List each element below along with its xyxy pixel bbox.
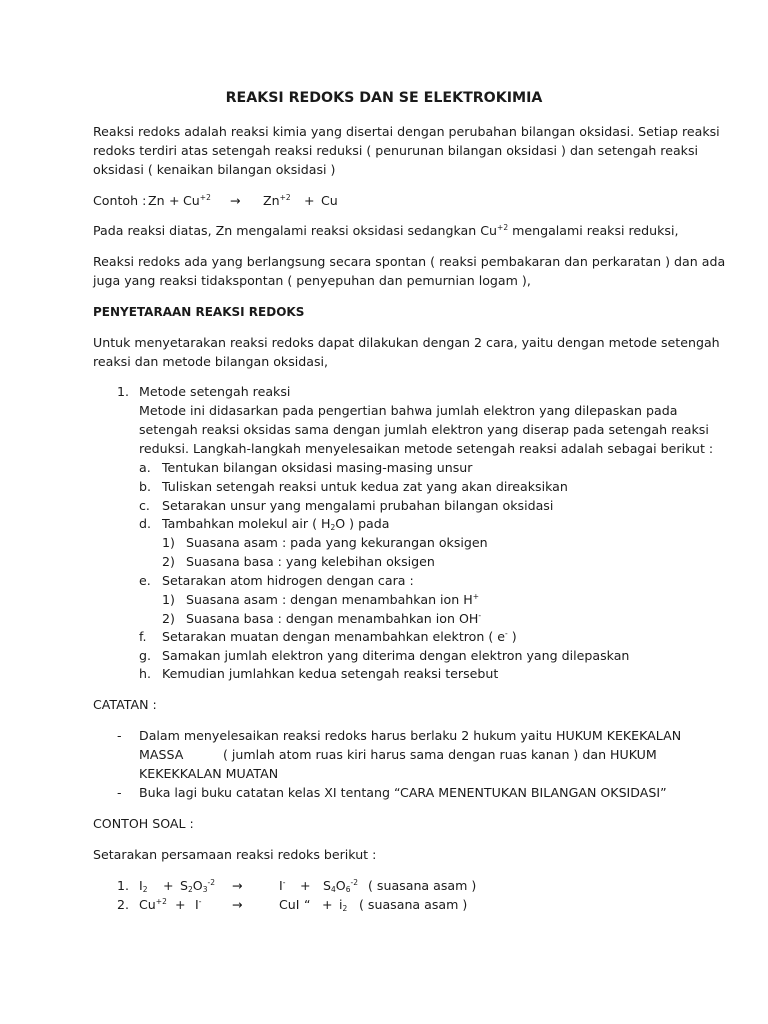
example-zn: Zn — [148, 193, 165, 208]
q2-reactant-i: I- — [195, 897, 202, 912]
method1-title: Metode setengah reaksi — [139, 384, 291, 399]
example-plus-2: + — [304, 193, 315, 208]
catatan-item1-line-3: KEKEKKALAN MUATAN — [139, 766, 279, 781]
q1-plus-1: + — [163, 878, 174, 893]
step-c-marker: c. — [139, 498, 150, 513]
method1-desc-1: Metode ini didasarkan pada pengertian bahwa jumlah elektron yang dilepaskan pada — [139, 403, 678, 418]
q2-plus-1: + — [175, 897, 186, 912]
example-arrow: → — [230, 193, 241, 208]
catatan-item1-line-1: Dalam menyelesaikan reaksi redoks harus berlaku 2 hukum yaitu HUKUM KEKEKALAN — [139, 728, 682, 743]
example-plus-1: + — [169, 193, 180, 208]
contoh-soal-instruction: Setarakan persamaan reaksi redoks berikut : — [93, 847, 377, 862]
step-f-marker: f. — [139, 629, 147, 644]
step-d1-text: Suasana asam : pada yang kekurangan oksigen — [186, 535, 488, 550]
q1-number: 1. — [117, 878, 130, 893]
q2-arrow: → — [232, 897, 243, 912]
method-intro-line-2: reaksi dan metode bilangan oksidasi, — [93, 354, 329, 369]
q1-reactant-s2o3: $S_2O_3^{-2}$ — [180, 878, 215, 894]
q1-reactant-i2: $I_2$ — [139, 878, 148, 894]
catatan-item1-line-2b: ( jumlah atom ruas kiri harus sama dengan ruas kanan ) dan HUKUM — [223, 747, 657, 762]
step-e-marker: e. — [139, 573, 151, 588]
q2-reactant-cu: $Cu^{+2}$ — [139, 897, 167, 912]
catatan-heading: CATATAN : — [93, 697, 157, 712]
example-cu: Cu — [321, 193, 338, 208]
method1-desc-2: setengah reaksi oksidas sama dengan jumlah elektron yang diserap pada setengah reaksi — [139, 422, 709, 437]
step-c-text: Setarakan unsur yang mengalami prubahan bilangan oksidasi — [162, 498, 554, 513]
step-h-marker: h. — [139, 666, 151, 681]
step-b-text: Tuliskan setengah reaksi untuk kedua zat yang akan direaksikan — [162, 479, 568, 494]
step-a-text: Tentukan bilangan oksidasi masing-masing unsur — [162, 460, 473, 475]
step-d2-text: Suasana basa : yang kelebihan oksigen — [186, 554, 435, 569]
step-a-marker: a. — [139, 460, 151, 475]
step-e2-marker: 2) — [162, 611, 175, 626]
catatan-item2: Buka lagi buku catatan kelas XI tentang “CARA MENENTUKAN BILANGAN OKSIDASI” — [139, 785, 667, 800]
step-e1-text: Suasana asam : dengan menambahkan ion H+ — [186, 592, 480, 607]
catatan-item1-line-2a: MASSA — [139, 747, 184, 762]
example-cu-ion: $Cu^{+2}$ — [183, 193, 211, 208]
step-d1-marker: 1) — [162, 535, 175, 550]
q2-quote: “ — [304, 897, 311, 912]
step-d-text: Tambahkan molekul air ( $H_2O$ ) pada — [162, 516, 390, 532]
explain-line: Pada reaksi diatas, Zn mengalami reaksi oksidasi sedangkan $Cu^{+2}$ mengalami reaksi reduksi, — [93, 223, 679, 238]
step-h-text: Kemudian jumlahkan kedua setengah reaksi tersebut — [162, 666, 499, 681]
q1-product-i: I- — [279, 878, 286, 893]
step-b-marker: b. — [139, 479, 151, 494]
example-label: Contoh : — [93, 193, 147, 208]
step-g-text: Samakan jumlah elektron yang diterima dengan elektron yang dilepaskan — [162, 648, 630, 663]
catatan-dash-2: - — [117, 785, 122, 800]
q2-condition: ( suasana asam ) — [359, 897, 468, 912]
section-heading: PENYETARAAN REAKSI REDOKS — [93, 305, 305, 319]
q2-plus-2: + — [322, 897, 333, 912]
method1-number: 1. — [117, 384, 130, 399]
step-d-marker: d. — [139, 516, 151, 531]
q1-plus-2: + — [300, 878, 311, 893]
step-d2-marker: 2) — [162, 554, 175, 569]
q1-arrow: → — [232, 878, 243, 893]
method1-desc-3: reduksi. Langkah-langkah menyelesaikan metode setengah reaksi adalah sebagai berikut : — [139, 441, 714, 456]
catatan-dash-1: - — [117, 728, 122, 743]
intro-line-3: oksidasi ( kenaikan bilangan oksidasi ) — [93, 162, 336, 177]
q2-product-cui: CuI — [279, 897, 300, 912]
contoh-soal-heading: CONTOH SOAL : — [93, 816, 194, 831]
intro-line-1: Reaksi redoks adalah reaksi kimia yang disertai dengan perubahan bilangan oksidasi. Setiap reaksi — [93, 124, 720, 139]
method-intro-line-1: Untuk menyetarakan reaksi redoks dapat dilakukan dengan 2 cara, yaitu dengan metode setengah — [93, 335, 720, 350]
spontan-line-2: juga yang reaksi tidakspontan ( penyepuhan dan pemurnian logam ), — [93, 273, 531, 288]
step-f-text: Setarakan muatan dengan menambahkan elektron ( e- ) — [162, 629, 517, 644]
step-g-marker: g. — [139, 648, 151, 663]
q1-condition: ( suasana asam ) — [368, 878, 477, 893]
step-e1-marker: 1) — [162, 592, 175, 607]
intro-line-2: redoks terdiri atas setengah reaksi reduksi ( penurunan bilangan oksidasi ) dan setengah reaksi — [93, 143, 699, 158]
example-zn-ion: $Zn^{+2}$ — [263, 193, 291, 208]
step-e-text: Setarakan atom hidrogen dengan cara : — [162, 573, 414, 588]
document-title: REAKSI REDOKS DAN SE ELEKTROKIMIA — [225, 90, 543, 106]
q1-product-s4o6: $S_4O_6^{-2}$ — [323, 878, 358, 894]
q2-number: 2. — [117, 897, 130, 912]
step-e2-text: Suasana basa : dengan menambahkan ion OH- — [186, 611, 482, 626]
q2-product-i2: $i_2$ — [339, 897, 348, 913]
spontan-line-1: Reaksi redoks ada yang berlangsung secara spontan ( reaksi pembakaran dan perkaratan ) dan ada — [93, 254, 726, 269]
